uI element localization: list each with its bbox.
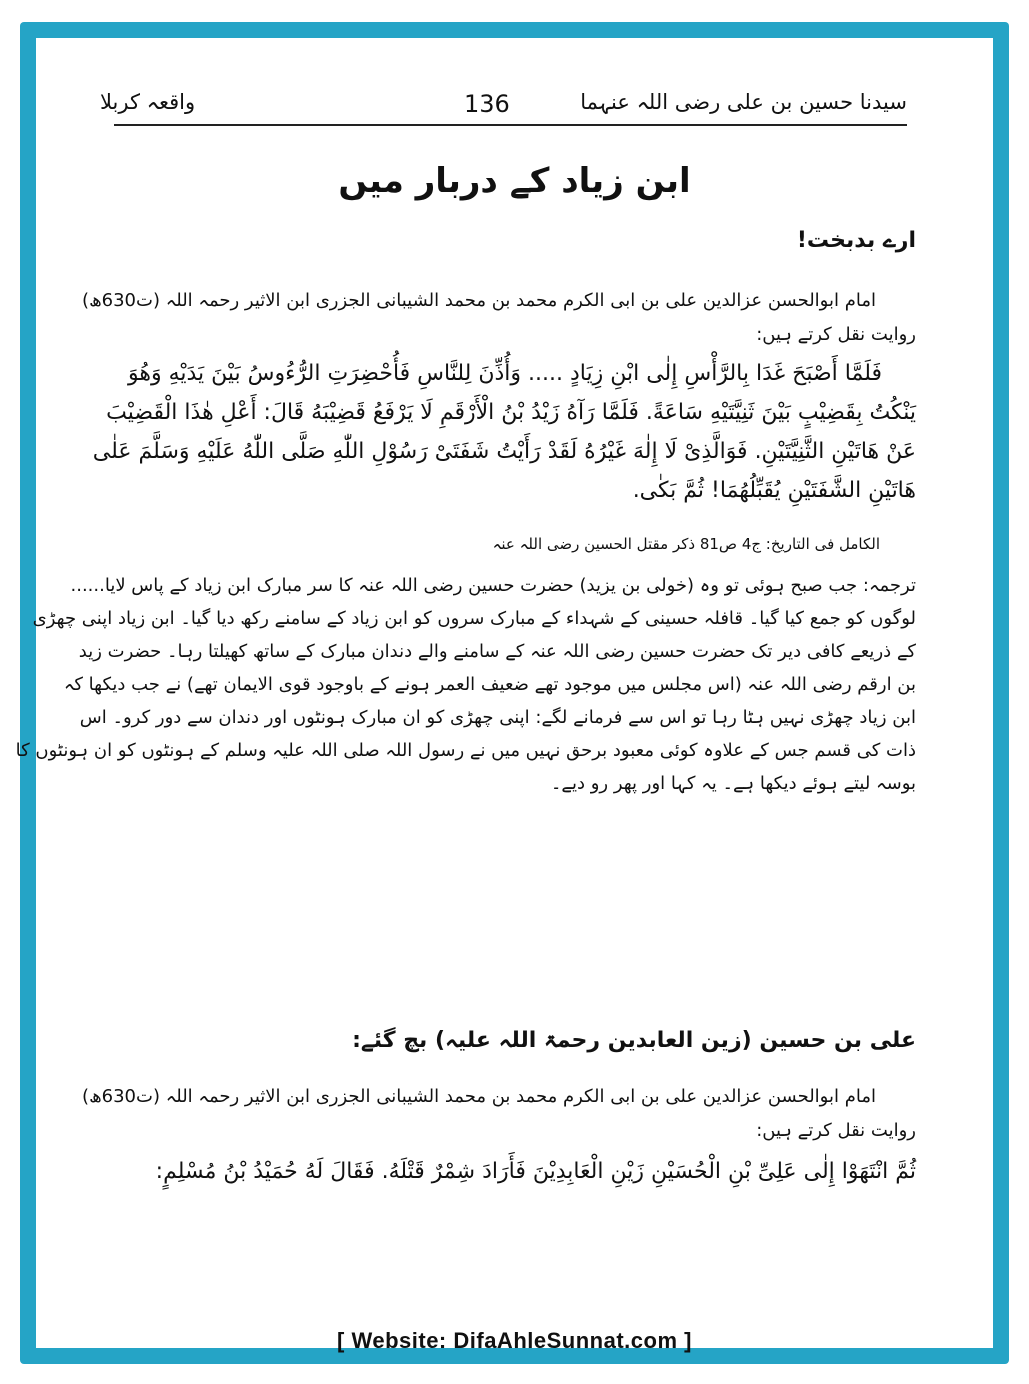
source-citation: الکامل فی التاریخ: ج4 ص81 ذکر مقتل الحسین رضی اللہ عنہ (492, 535, 880, 553)
arabic-quote-1 (92, 356, 916, 509)
section-1-heading: ارے بدبخت! (796, 228, 916, 253)
translation-line: لوگوں کو جمع کیا گیا۔ قافلہ حسینی کے شہداء کے مبارک سروں کو ابن زیاد کے سامنے رکھ دیا گیا۔ ابن زیاد اپنی چھڑی (32, 608, 916, 629)
translation-line: ذات کی قسم جس کے علاوہ کوئی معبود برحق نہیں میں نے رسول اللہ صلی اللہ علیہ وسلم کے ہونٹوں کو ان ہونٹوں کا (15, 740, 916, 761)
running-header (84, 50, 907, 124)
arabic-quote-2: ثُمَّ انْتَهَوْا إِلٰی عَلِیِّ بْنِ الْحُسَیْنِ زَیْنِ الْعَابِدِیْنَ فَأَرَادَ شِمْرٌ قَتْلَهُ. فَقَالَ لَهُ حُمَیْدُ بْنُ مُسْلِمٍ: (155, 1159, 916, 1184)
page-number: 136 (464, 90, 510, 118)
section-2-heading: علی بن حسین (زین العابدین رحمۃ اللہ علیہ) بچ گئے: (352, 1028, 916, 1053)
section-2 (82, 1028, 916, 1190)
section-2-intro: امام ابوالحسن عزالدین علی بن ابی الکرم محمد بن محمد الشیبانی الجزری ابن الاثیر رحمہ اللہ (ت630ھ) (82, 1086, 876, 1107)
translation-line: ترجمہ: جب صبح ہوئی تو وہ (خولی بن یزید) حضرت حسین رضی اللہ عنہ کا سر مبارک ابن زیاد کے پاس لایا...... (70, 575, 916, 596)
translation-line: کے ذریعے کافی دیر تک حضرت حسین رضی اللہ عنہ کے سامنے والے دندان مبارک کے ساتھ کھیلتا رہا۔ حضرت زید (78, 641, 916, 662)
translation-line: بوسہ لیتے ہوئے دیکھا ہے۔ یہ کہا اور پھر رو دیے۔ (550, 773, 916, 794)
section-1 (15, 228, 916, 800)
translation-line: ابن زیاد چھڑی نہیں ہٹا رہا تو اس سے فرمانے لگے: اپنی چھڑی کو ان مبارک ہونٹوں اور دندان سے دور کرو۔ اس (79, 707, 916, 728)
chapter-title: واقعہ کربلا (100, 90, 196, 114)
translation-line: بن ارقم رضی اللہ عنہ (اس مجلس میں موجود تھے ضعیف العمر ہونے کے باوجود قوی الایمان تھے) نے جب دیکھا کہ (63, 674, 916, 695)
arabic-line: هَاتَیْنِ الشَّفَتَیْنِ یُقَبِّلُهُمَا! ثُمَّ بَکٰی. (632, 478, 916, 503)
section-1-intro: امام ابوالحسن عزالدین علی بن ابی الکرم محمد بن محمد الشیبانی الجزری ابن الاثیر رحمہ اللہ (ت630ھ) (82, 290, 876, 311)
book-title: سیدنا حسین بن علی رضی اللہ عنہما (580, 90, 907, 114)
section-2-intro-cont: روایت نقل کرتے ہیں: (756, 1120, 916, 1141)
page-title: ابن زیاد کے دربار میں (338, 161, 691, 201)
arabic-line: فَلَمَّا أَصْبَحَ غَدَا بِالرَّأْسِ إِلٰی ابْنِ زِیَادٍ ..... وَأُذِّنَ لِلنَّاسِ فَأُحْضِرَتِ الرُّءُوسُ بَیْنَ یَدَیْهِ وَهُوَ (128, 361, 882, 386)
arabic-line: یَنْکُتُ بِقَضِیْبٍ بَیْنَ ثَنِیَّتَیْهِ سَاعَةً. فَلَمَّا رَآهُ زَیْدُ بْنُ الْأَرْقَمِ لَا یَرْفَعُ قَضِیْبَهُ قَالَ: أَعْلِ هٰذَا الْقَضِیْبَ (106, 400, 916, 425)
translation-1 (15, 569, 916, 800)
section-1-intro-cont: روایت نقل کرتے ہیں: (756, 324, 916, 345)
website-footer: [ Website: DifaAhleSunnat.com ] (337, 1328, 692, 1353)
header-rule (114, 124, 907, 126)
arabic-line: عَنْ هَاتَیْنِ الثَّنِیَّتَیْنِ. فَوَالَّذِیْ لَا إِلٰهَ غَیْرُهُ لَقَدْ رَأَیْتُ شَفَتَیْ رَسُوْلِ اللّٰهِ صَلَّی اللّٰهُ عَلَیْهِ وَسَلَّمَ عَلٰی (92, 439, 916, 464)
